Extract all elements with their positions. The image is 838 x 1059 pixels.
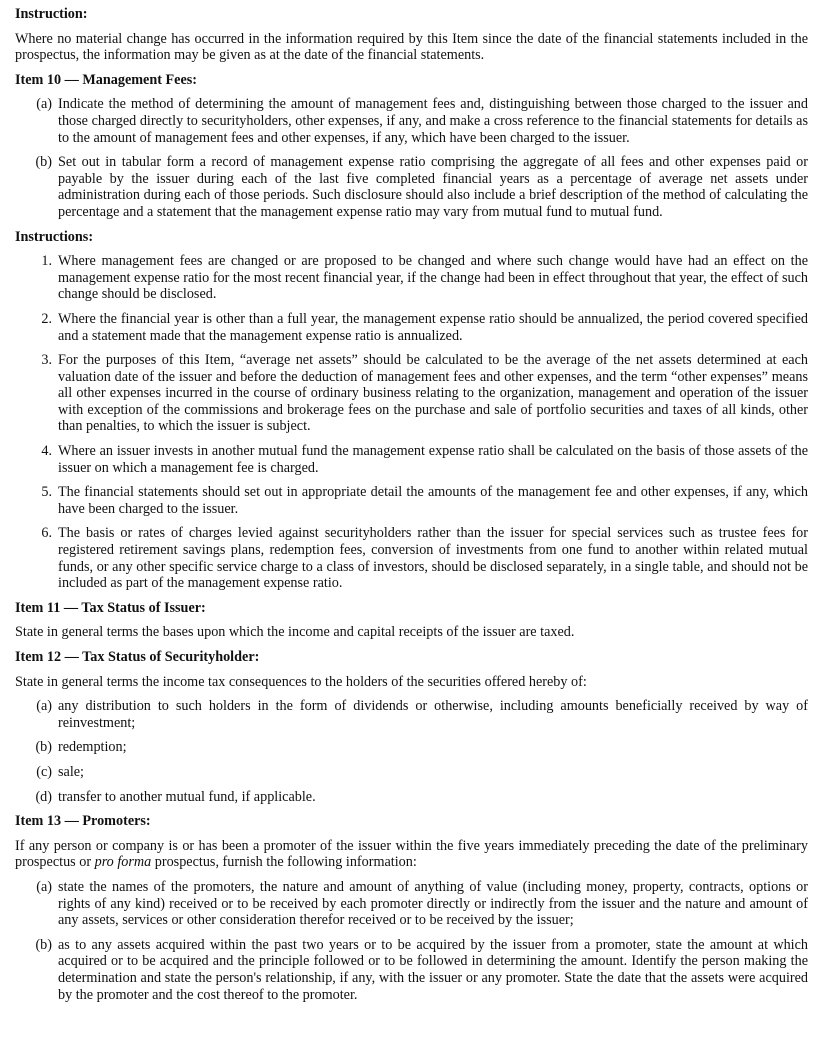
item-12-text: State in general terms the income tax consequences to the holders of the securities offered hereby of: [15,673,587,690]
list-item [15,352,808,435]
list-item-label: (c) [36,763,52,780]
list-item-label: 6. [41,525,52,542]
instruction-heading: Instruction: [15,6,88,22]
list-item-label: 3. [41,352,52,369]
item-13-heading: Item 13 — Promoters: [15,813,151,830]
list-item [15,698,808,731]
list-item [15,154,808,220]
item-11-heading: Item 11 — Tax Status of Issuer: [15,599,206,616]
list-item [15,443,808,476]
list-item-text: Where management fees are changed or are proposed to be changed and where such change would have had an effect on the management expense ratio for the most recent financial year, if the change had been in effect throughout that year, the effect of such change should be disclosed. [58,253,808,303]
list-item-label: 4. [41,443,52,460]
item-13-text-italic: pro forma [94,854,152,871]
list-item [15,937,808,1003]
list-item [15,253,808,303]
list-item-text: any distribution to such holders in the form of dividends or otherwise, including amounts beneficially received by way of reinvestment; [58,698,808,731]
list-item-text: transfer to another mutual fund, if applicable. [58,788,316,805]
item-12-list [15,698,808,805]
list-item-label: (a) [36,96,52,113]
list-item-label: 1. [41,253,52,270]
list-item-label: (b) [35,739,52,756]
list-item-text: Where an issuer invests in another mutual fund the management expense ratio shall be calculated on the basis of those assets of the issuer on which a management fee is charged. [58,443,808,476]
list-item-text: Indicate the method of determining the amount of management fees and, distinguishing between those charged to the issuer and those charged directly to securityholders, other expenses, if any, and make a cross reference to the financial statements for details as to the amount of management fees and other expenses, if any, which have been charged to the issuer. [58,96,808,146]
list-item [15,789,808,806]
list-item-label: 5. [41,484,52,501]
list-item-label: (d) [35,788,52,805]
list-item-text: For the purposes of this Item, “average net assets” should be calculated to be the average of the net assets determined at each valuation date of the issuer and before the deduction of management fees and other expenses, and the term “other expenses” means all other expenses incurred in the course of ordinary business relating to the organization, management and operation of the issuer with exception of the commissions and brokerage fees on the purchase and sale of portfolio securities and taxes of all kinds, other than penalties, to which the issuer is subject. [58,352,808,435]
item-11-text: State in general terms the bases upon which the income and capital receipts of the issuer are taxed. [15,624,575,641]
list-item-label: 2. [41,310,52,327]
list-item-label: (a) [36,698,52,715]
list-item-text: Where the financial year is other than a full year, the management expense ratio should be annualized, the period covered specified and a statement made that the management expense ratio is annualized. [58,310,808,344]
list-item-label: (b) [35,936,52,953]
list-item [15,484,808,517]
item-10-heading: Item 10 — Management Fees: [15,71,198,88]
item-13-text-before: If any person or company is or has been a promoter of the issuer within the five years immediately preceding the date of the preliminary prospectus or [15,837,808,871]
list-item-text: sale; [58,763,84,780]
list-item [15,311,808,344]
item-13-list [15,879,808,1003]
list-item-label: (a) [36,878,52,895]
instruction-text: Where no material change has occurred in the information required by this Item since the date of the financial statements included in the prospectus, the information may be given as at the date of the financial statements. [15,30,808,64]
list-item [15,739,808,756]
list-item-text: The financial statements should set out in appropriate detail the amounts of the management fee and other expenses, if any, which have been charged to the issuer. [58,484,808,517]
list-item-text: redemption; [58,739,127,756]
list-item [15,525,808,591]
list-item-text: The basis or rates of charges levied against securityholders rather than the issuer for special services such as trustee fees for registered retirement savings plans, redemption fees, conversion of investments from one fund to another within related mutual funds, or any other specific service charge to a class of investors, should be disclosed separately, in a single table, and should not be included as part of the management expense ratio. [58,525,808,592]
instructions-heading: Instructions: [15,228,94,245]
list-item-text: Set out in tabular form a record of management expense ratio comprising the aggregate of all fees and other expenses paid or payable by the issuer during each of the last five completed financial years as a percentage of average net assets under administration during each of those periods. Such disclosure should also include a brief description of the method of calculating the percentage and a statement that the management expense ratio may vary from mutual fund to mutual fund. [58,154,808,220]
list-item [15,96,808,146]
list-item-text: as to any assets acquired within the past two years or to be acquired by the issuer from a promoter, state the amount at which acquired or to be acquired and the principle followed or to be followed in determining the amount. Identify the person making the determination and state the person's relationship, if any, with the issuer or any promoter. State the date that the assets were acquired by the promoter and the cost thereof to the promoter. [58,936,808,1003]
list-item-label: (b) [35,154,52,171]
list-item [15,879,808,929]
list-item [15,764,808,781]
item-10-list [15,96,808,220]
list-item-text: state the names of the promoters, the nature and amount of anything of value (including money, property, contracts, options or rights of any kind) received or to be received by each promoter directly or indirectly from the issuer and the nature and amount of any assets, services or other consideration therefor received or to be received by the issuer; [58,878,808,929]
item-12-heading: Item 12 — Tax Status of Securityholder: [15,649,260,665]
instructions-list [15,253,808,592]
item-13-text-after: prospectus, furnish the following information: [151,854,417,871]
item-13-text [15,838,808,871]
